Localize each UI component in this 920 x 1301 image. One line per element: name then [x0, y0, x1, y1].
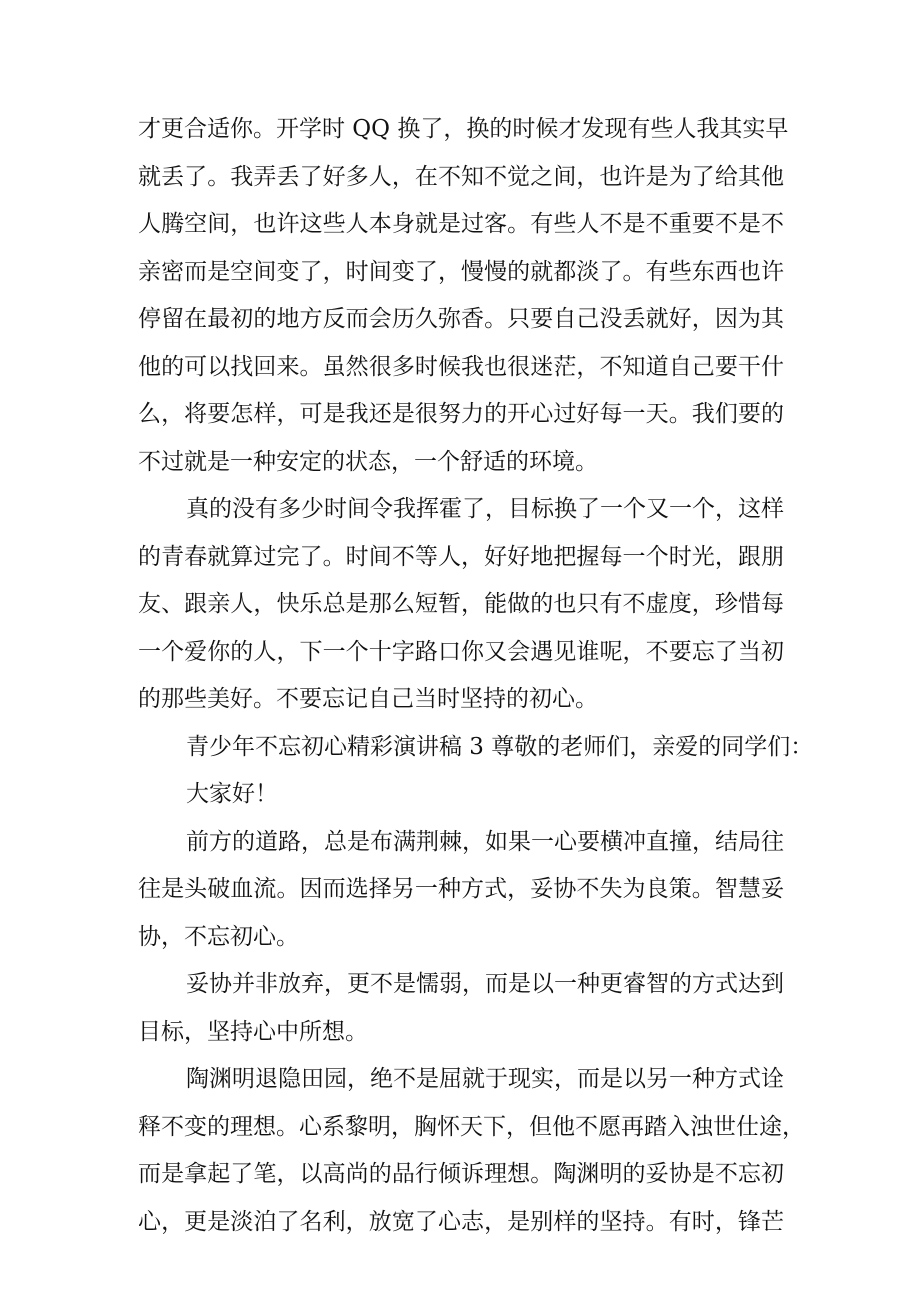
text-line: 友、跟亲人，快乐总是那么短暂，能做的也只有不虚度，珍惜每 [138, 591, 784, 617]
text-line: 么，将要怎样，可是我还是很努力的开心过好每一天。我们要的 [138, 401, 784, 427]
paragraph [138, 1056, 805, 1246]
text-line: 往是头破血流。因而选择另一种方式，妥协不失为良策。智慧妥 [138, 876, 784, 902]
text-line: 释不变的理想。心系黎明，胸怀天下，但他不愿再踏入浊世仕途， [138, 1113, 805, 1140]
text-line: 妥协并非放弃，更不是懦弱，而是以一种更睿智的方式达到 [186, 971, 784, 997]
text-line: 他的可以找回来。虽然很多时候我也很迷茫，不知道自己要干什 [138, 353, 784, 380]
text-line: 陶渊明退隐田园，绝不是屈就于现实，而是以另一种方式诠 [186, 1066, 784, 1092]
text-line: 的青春就算过完了。时间不等人，好好地把握每一个时光，跟朋 [138, 543, 784, 570]
document-body [138, 106, 814, 1246]
section-heading [138, 724, 814, 772]
text-line: 心，更是淡泊了名利，放宽了心志，是别样的坚持。有时，锋芒 [138, 1208, 784, 1235]
text-line: 停留在最初的地方反而会历久弥香。只要自己没丢就好，因为其 [138, 306, 784, 332]
text-line: 不过就是一种安定的状态，一个舒适的环境。 [138, 448, 598, 475]
text-line: 大家好！ [186, 781, 278, 807]
text-line: 目标，坚持心中所想。 [138, 1018, 368, 1045]
paragraph [138, 106, 789, 486]
text-line: 的那些美好。不要忘记自己当时坚持的初心。 [138, 686, 598, 712]
paragraph [138, 486, 784, 724]
text-line: 人腾空间，也许这些人本身就是过客。有些人不是不重要不是不 [138, 211, 784, 237]
text-line: 协，不忘初心。 [138, 923, 299, 950]
text-line: 青少年不忘初心精彩演讲稿 3 尊敬的老师们，亲爱的同学们： [186, 733, 814, 760]
text-line: 而是拿起了笔，以高尚的品行倾诉理想。陶渊明的妥协是不忘初 [138, 1161, 784, 1187]
text-line: 前方的道路，总是布满荆棘，如果一心要横冲直撞，结局往 [186, 828, 784, 855]
paragraph [138, 819, 784, 962]
text-line: 真的没有多少时间令我挥霍了，目标换了一个又一个，这样 [186, 496, 784, 522]
greeting [138, 771, 784, 819]
text-line: 一个爱你的人，下一个十字路口你又会遇见谁呢，不要忘了当初 [138, 638, 784, 665]
text-line: 才更合适你。开学时 QQ 换了，换的时候才发现有些人我其实早 [138, 116, 789, 142]
text-line: 就丢了。我弄丢了好多人，在不知不觉之间，也许是为了给其他 [138, 163, 784, 190]
text-line: 亲密而是空间变了，时间变了，慢慢的就都淡了。有些东西也许 [138, 258, 784, 285]
paragraph [138, 961, 784, 1056]
